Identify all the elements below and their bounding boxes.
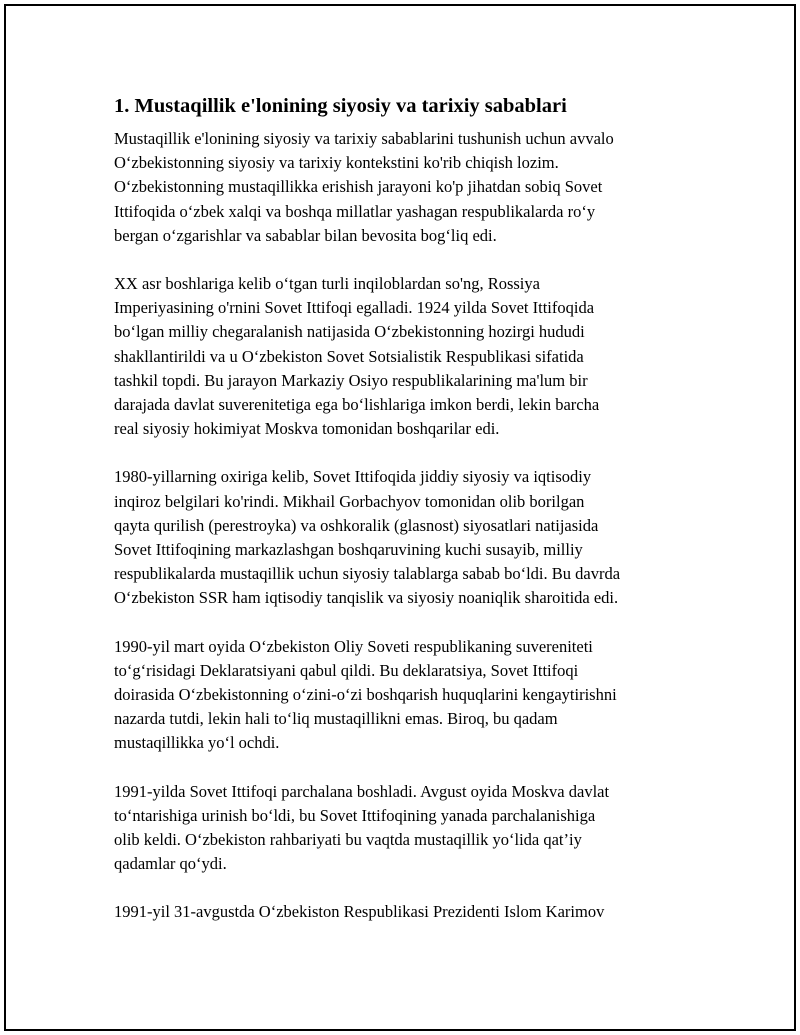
text-line: tashkil topdi. Bu jarayon Markaziy Osiyo respublikalarining ma'lum bir: [114, 370, 588, 390]
text-line: qadamlar qo‘ydi.: [114, 854, 227, 874]
paragraph-6: [114, 900, 694, 924]
paragraph-2: [114, 272, 694, 441]
document-body: [114, 92, 694, 949]
text-line: to‘ntarishiga urinish bo‘ldi, bu Sovet Ittifoqining yanada parchalanishiga: [114, 805, 596, 825]
text-line: O‘zbekistonning mustaqillikka erishish jarayoni ko'p jihatdan sobiq Sovet: [114, 177, 603, 197]
text-line: doirasida O‘zbekistonning o‘zini-o‘zi boshqarish huquqlarini kengaytirishni: [114, 685, 617, 705]
text-line: 1991-yilda Sovet Ittifoqi parchalana boshladi. Avgust oyida Moskva davlat: [114, 781, 610, 801]
text-line: real siyosiy hokimiyat Moskva tomonidan boshqarilar edi.: [114, 419, 500, 439]
text-line: inqiroz belgilari ko'rindi. Mikhail Gorbachyov tomonidan olib borilgan: [114, 491, 585, 511]
section-heading: 1. Mustaqillik e'lonining siyosiy va tarixiy sabablari: [114, 95, 567, 117]
paragraph-1: [114, 127, 694, 248]
text-line: to‘g‘risidagi Deklaratsiyani qabul qildi. Bu deklaratsiya, Sovet Ittifoqi: [114, 660, 579, 680]
text-line: darajada davlat suverenitetiga ega bo‘lishlariga imkon berdi, lekin barcha: [114, 395, 600, 415]
text-line: respublikalarda mustaqillik uchun siyosiy talablarga sabab bo‘ldi. Bu davrda: [114, 564, 621, 584]
text-line: mustaqillikka yo‘l ochdi.: [114, 733, 280, 753]
text-line: bergan o‘zgarishlar va sabablar bilan bevosita bog‘liq edi.: [114, 225, 497, 245]
text-line: Mustaqillik e'lonining siyosiy va tarixiy sabablarini tushunish uchun avvalo: [114, 129, 614, 148]
text-line: XX asr boshlariga kelib o‘tgan turli inqiloblardan so'ng, Rossiya: [114, 274, 540, 294]
text-line: olib keldi. O‘zbekiston rahbariyati bu vaqtda mustaqillik yo‘lida qat’iy: [114, 830, 582, 850]
text-line: 1990-yil mart oyida O‘zbekiston Oliy Soveti respublikaning suvereniteti: [114, 636, 593, 656]
text-line: O‘zbekiston SSR ham iqtisodiy tanqislik va siyosiy noaniqlik sharoitida edi.: [114, 588, 619, 608]
text-line: bo‘lgan milliy chegaralanish natijasida O‘zbekistonning hozirgi hududi: [114, 322, 585, 342]
text-line: shakllantirildi va u O‘zbekiston Sovet Sotsialistik Respublikasi sifatida: [114, 346, 584, 366]
text-line: Imperiyasining o'rnini Sovet Ittifoqi egalladi. 1924 yilda Sovet Ittifoqida: [114, 298, 595, 318]
text-line: Sovet Ittifoqining markazlashgan boshqaruvining kuchi susayib, milliy: [114, 540, 583, 560]
text-line: O‘zbekistonning siyosiy va tarixiy kontekstini ko'rib chiqish lozim.: [114, 153, 559, 173]
paragraph-3: [114, 465, 694, 610]
text-line: Ittifoqida o‘zbek xalqi va boshqa millatlar yashagan respublikalarda ro‘y: [114, 201, 596, 221]
text-line: 1980-yillarning oxiriga kelib, Sovet Ittifoqida jiddiy siyosiy va iqtisodiy: [114, 467, 592, 487]
paragraph-5: [114, 780, 694, 877]
text-line: qayta qurilish (perestroyka) va oshkoralik (glasnost) siyosatlari natijasida: [114, 515, 599, 535]
paragraph-4: [114, 635, 694, 756]
text-line: nazarda tutdi, lekin hali to‘liq mustaqillikni emas. Biroq, bu qadam: [114, 709, 558, 729]
text-line: 1991-yil 31-avgustda O‘zbekiston Respublikasi Prezidenti Islom Karimov: [114, 902, 605, 922]
